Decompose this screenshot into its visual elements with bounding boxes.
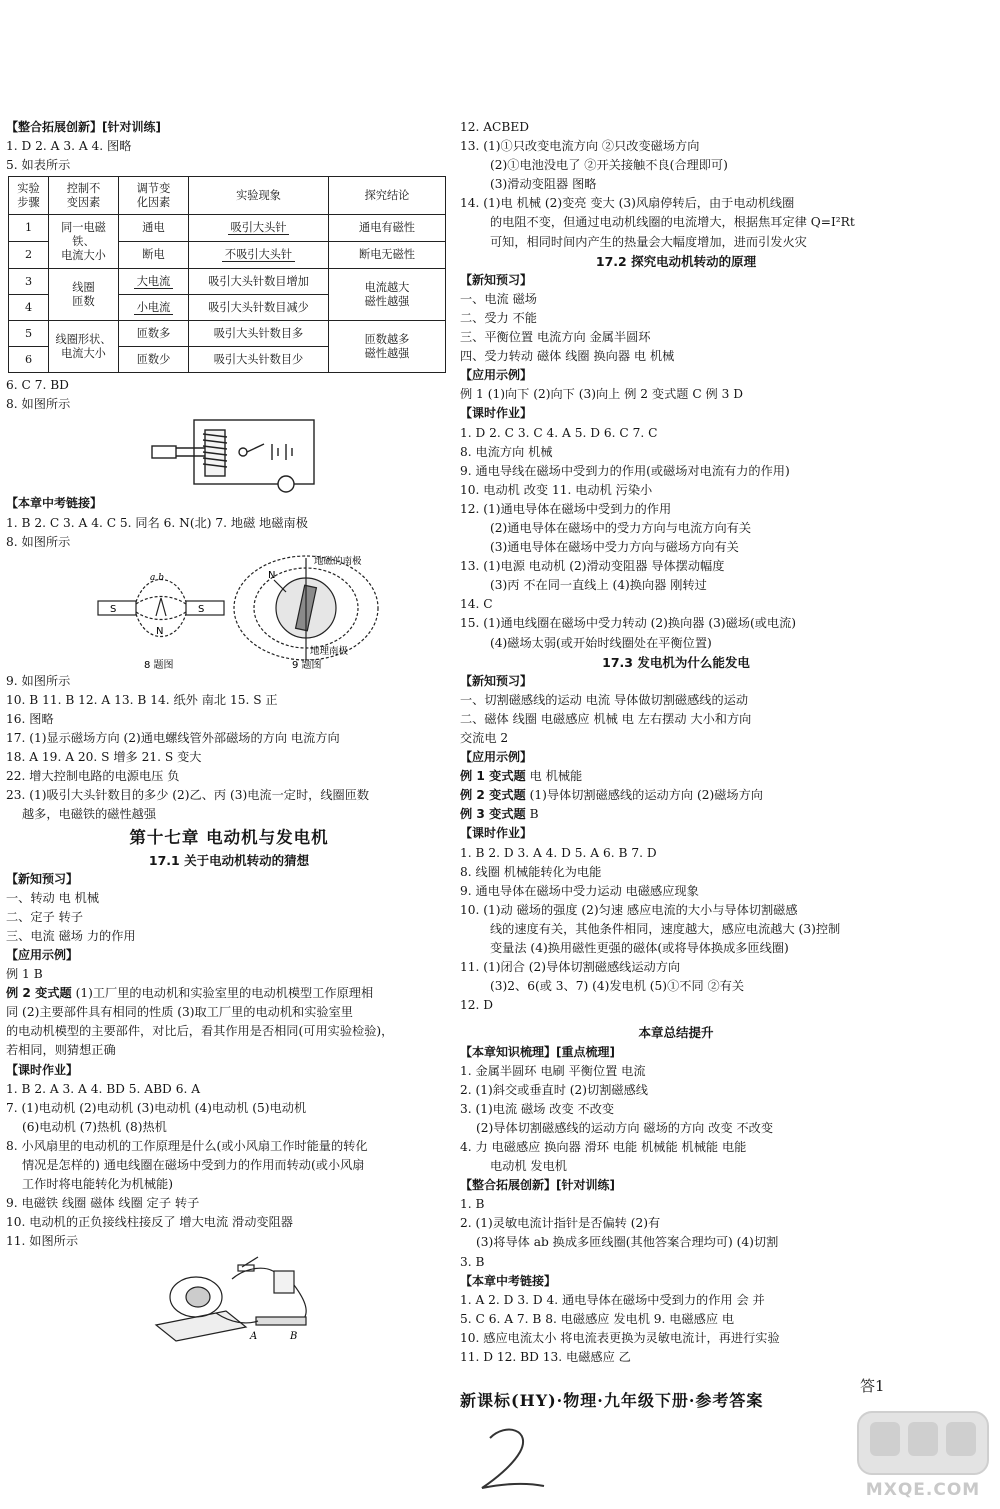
magnetic-field-figures	[6, 552, 452, 672]
answer-line: (3)丙 不在同一直线上 (4)换向器 刚转过	[490, 578, 707, 593]
answer-line: (3)滑动变阻器 图略	[490, 177, 597, 192]
table-cell: 5	[9, 321, 49, 347]
answer-line: 1. D 2. A 3. A 4. 图略	[6, 139, 132, 154]
answer-line: 11. (1)闭合 (2)导体切割磁感线运动方向	[460, 960, 681, 975]
answer-line: 例 1 (1)向下 (2)向下 (3)向上 例 2 变式题 C 例 3 D	[460, 387, 744, 402]
answer-line: 12. D	[460, 998, 494, 1013]
answer-line: 8. 小风扇里的电动机的工作原理是什么(或小风扇工作时能量的转化	[6, 1138, 368, 1153]
table-cell	[189, 215, 329, 242]
answer-line: 23. (1)吸引大头针数目的多少 (2)乙、丙 (3)电流一定时，线圈匝数	[6, 788, 370, 803]
section-heading: 【新知预习】	[460, 272, 533, 287]
answer-line: (2)通电导体在磁场中的受力方向与电流方向有关	[490, 520, 752, 535]
section-heading: 【课时作业】	[460, 826, 533, 841]
answer-line: 10. (1)动 磁场的强度 (2)匀速 感应电流的大小与导体切割磁感	[460, 902, 798, 917]
table-row	[9, 269, 446, 295]
answer-line: (3)通电导体在磁场中受力方向与磁场方向有关	[490, 540, 739, 555]
table-header-cell: 实验现象	[189, 177, 329, 215]
answer-line: 同 (2)主要部件具有相同的性质 (3)取工厂里的电动机和实验室里	[6, 1005, 353, 1020]
underlined-answer: 不吸引大头针	[222, 248, 295, 262]
pole-label: S	[110, 603, 117, 615]
table-cell	[189, 242, 329, 269]
answer-line: 8. 线圈 机械能转化为电能	[460, 864, 602, 879]
earth-label-top: 地磁的南极	[314, 555, 362, 567]
answer-line: 12. (1)通电导体在磁场中受到力的作用	[460, 501, 672, 516]
answer-line: 11. 如图所示	[6, 1234, 79, 1249]
table-cell: 断电无磁性	[329, 242, 446, 269]
experiment-table	[8, 176, 446, 373]
answer-line: 情况是怎样的) 通电线圈在磁场中受到力的作用而转动(或小风扇	[22, 1158, 365, 1172]
answer-line: 1. A 2. D 3. D 4. 通电导体在磁场中受到力的作用 会 并	[460, 1292, 765, 1307]
motor-rotor	[186, 1287, 210, 1307]
answer-line: 一、转动 电 机械	[6, 890, 100, 905]
section-heading: 【本章知识梳理】[重点梳理]	[460, 1044, 615, 1059]
answer-line: 12. ACBED	[460, 120, 530, 134]
answer-line: 10. 电动机 改变 11. 电动机 污染小	[460, 482, 653, 497]
answer-line: 电动机 发电机	[490, 1159, 567, 1174]
underlined-answer: 吸引大头针	[228, 221, 290, 235]
page-number: 答1	[860, 1377, 885, 1395]
handwritten-mark	[472, 1424, 552, 1494]
answer-line: 二、磁体 线圈 电磁感应 机械 电 左右摆动 大小和方向	[460, 711, 752, 726]
answer-line: 线的速度有关，其他条件相同，速度越大，感应电流越大 (3)控制	[490, 921, 841, 936]
table-cell: 电流越大 磁性越强	[329, 269, 446, 321]
answer-line: 14. (1)电 机械 (2)变亮 变大 (3)风扇停转后，由于电动机线圈	[460, 196, 795, 211]
answer-line: 2. (1)斜交或垂直时 (2)切割磁感线	[460, 1082, 648, 1097]
answer-line: 3. B	[460, 1254, 485, 1269]
answer-line: 的电阻不变，但通过电动机线圈的电流增大，根据焦耳定律 Q=I²Rt	[490, 215, 855, 230]
table-cell: 匝数越多 磁性越强	[329, 321, 446, 373]
table-cell: 匝数少	[119, 347, 189, 373]
table-cell: 吸引大头针数目增加	[189, 269, 329, 295]
field-line	[136, 612, 186, 620]
pole-label: N	[268, 569, 276, 581]
armature-line	[176, 448, 205, 456]
pole-label: S	[198, 603, 205, 615]
table-cell: 4	[9, 295, 49, 321]
answer-line: (4)磁场太弱(或开始时线圈处在平衡位置)	[490, 635, 712, 650]
switch-terminal	[239, 448, 247, 456]
answer-line: 10. 感应电流太小 将电流表更换为灵敏电流计，再进行实验	[460, 1330, 780, 1345]
section-heading: 【课时作业】	[6, 1062, 79, 1077]
answer-line: 17. (1)显示磁场方向 (2)通电螺线管外部磁场的方向 电流方向	[6, 731, 340, 746]
table-cell: 1	[9, 215, 49, 242]
answer-line: 交流电 2	[460, 731, 509, 745]
figure-caption: 9 题图	[292, 659, 322, 671]
section-heading: 【应用示例】	[460, 368, 533, 383]
answer-line: (3)将导体 ab 换成多匝线圈(其他答案合理均可) (4)切割	[476, 1235, 779, 1250]
earth-label-bottom: 地理南极	[310, 645, 349, 657]
answer-line	[460, 786, 892, 805]
answer-line: 7. (1)电动机 (2)电动机 (3)电动机 (4)电动机 (5)电动机	[6, 1100, 307, 1115]
answer-line: 三、平衡位置 电流方向 金属半圆环	[460, 330, 651, 345]
terminal-label: A	[250, 1331, 258, 1343]
table-cell	[119, 269, 189, 295]
page-footer: 新课标(HY)·物理·九年级下册·参考答案	[460, 1391, 764, 1410]
table-cell: 吸引大头针数目少	[189, 347, 329, 373]
table-cell: 吸引大头针数目减少	[189, 295, 329, 321]
table-header-cell: 调节变 化因素	[119, 177, 189, 215]
chapter-title: 第十七章 电动机与发电机	[129, 827, 329, 847]
answer-line: 9. 通电导线在磁场中受到力的作用(或磁场对电流有力的作用)	[460, 463, 790, 478]
table-cell: 6	[9, 347, 49, 373]
section-heading: 【整合拓展创新】[针对训练]	[6, 120, 161, 134]
underlined-answer: 小电流	[134, 301, 174, 315]
terminal-label: B	[290, 1331, 298, 1343]
watermark-badge-icon	[848, 1404, 998, 1482]
iron-block	[152, 446, 176, 458]
compass-needle	[274, 580, 286, 592]
answer-line: 8. 如图所示	[6, 534, 71, 549]
section-heading: 【应用示例】	[6, 947, 79, 962]
answer-line: 变量法 (4)换用磁性更强的磁体(或将导体换成多匝线圈)	[490, 941, 789, 956]
table-header-cell: 控制不 变因素	[49, 177, 119, 215]
rheostat	[256, 1317, 306, 1325]
answer-line: (2)①电池没电了 ②开关接触不良(合理即可)	[490, 158, 728, 173]
answer-line: 6. C 7. BD	[6, 378, 69, 393]
answer-text: B	[529, 807, 539, 822]
answer-line: 8. 如图所示	[6, 397, 71, 412]
answer-line: 4. 力 电磁感应 换向器 滑环 电能 机械能 机械能 电能	[460, 1139, 747, 1154]
table-cell: 通电	[119, 215, 189, 242]
answer-line: 2. (1)灵敏电流计指针是否偏转 (2)有	[460, 1216, 661, 1231]
answer-line: 11. D 12. BD 13. 电磁感应 乙	[460, 1350, 631, 1364]
answer-line: 二、定子 转子	[6, 909, 83, 924]
table-cell: 同一电磁铁、 电流大小	[49, 215, 119, 269]
battery-symbol	[272, 444, 292, 460]
connecting-wire	[294, 1285, 306, 1321]
pole-label: N	[156, 625, 164, 637]
answer-line: 1. B 2. C 3. A 4. C 5. 同名 6. N(北) 7. 地磁 地磁南极	[6, 515, 308, 530]
answer-line: 3. (1)电流 磁场 改变 不改变	[460, 1101, 615, 1116]
answer-text: (1)工厂里的电动机和实验室里的电动机模型工作原理相	[75, 986, 374, 1001]
section-title: 17.3 发电机为什么能发电	[602, 654, 750, 670]
section-heading: 【新知预习】	[6, 871, 79, 886]
answer-line: 一、电流 磁场	[460, 291, 537, 306]
table-cell: 线圈形状、 电流大小	[49, 321, 119, 373]
answer-line: 5. 如表所示	[6, 158, 71, 173]
section-heading: 【本章中考链接】	[460, 1273, 557, 1288]
table-row	[9, 215, 446, 242]
answer-line: (2)导体切割磁感线的运动方向 磁场的方向 改变 不改变	[476, 1120, 774, 1135]
table-header-row	[9, 177, 446, 215]
field-line	[136, 596, 186, 604]
answer-line: 13. (1)电源 电动机 (2)滑动变阻器 导体摆动幅度	[460, 559, 725, 574]
answer-line: 1. B	[460, 1197, 485, 1212]
answer-line: 8. 电流方向 机械	[460, 444, 553, 459]
answer-line: 18. A 19. A 20. S 增多 21. S 变大	[6, 750, 202, 765]
answer-line: 越多，电磁铁的磁性越强	[22, 807, 157, 822]
answer-line: 二、受力 不能	[460, 310, 537, 325]
table-cell: 线圈 匝数	[49, 269, 119, 321]
answer-line: 9. 通电导体在磁场中受力运动 电磁感应现象	[460, 883, 699, 898]
section-heading: 【整合拓展创新】[针对训练]	[460, 1178, 615, 1193]
answer-line: 工作时将电能转化为机械能)	[22, 1177, 174, 1192]
watermark-text: MXQE.COM	[865, 1480, 981, 1500]
answer-line	[460, 767, 892, 786]
answer-line: (3)2、6(或 3、7) (4)发电机 (5)①不同 ②有关	[490, 979, 745, 994]
section-heading: 【本章中考链接】	[6, 496, 103, 511]
answer-line: 10. 电动机的正负接线柱接反了 增大电流 滑动变阻器	[6, 1215, 293, 1230]
answer-line: 三、电流 磁场 力的作用	[6, 928, 136, 943]
table-cell: 2	[9, 242, 49, 269]
answer-line: 5. C 6. A 7. B 8. 电磁感应 发电机 9. 电磁感应 电	[460, 1311, 735, 1326]
table-row	[9, 321, 446, 347]
figure-caption: 8 题图	[144, 659, 174, 671]
answer-line: 一、切割磁感线的运动 电流 导体做切割磁感线的运动	[460, 692, 749, 707]
example-label: 例 2 变式题	[460, 788, 526, 803]
watermark-logo	[848, 1404, 998, 1506]
answer-line: 14. C	[460, 597, 493, 612]
table-cell: 匝数多	[119, 321, 189, 347]
answer-line: 1. 金属半圆环 电刷 平衡位置 电流	[460, 1063, 646, 1078]
answer-line: 的电动机模型的主要部件，对比后，看其作用是否相同(可用实验检验)，	[6, 1024, 394, 1039]
section-title: 本章总结提升	[638, 1025, 714, 1041]
battery-box	[274, 1271, 294, 1293]
answer-line: 四、受力转动 磁体 线圈 换向器 电 机械	[460, 349, 675, 364]
bar-magnet-left	[98, 601, 136, 615]
answer-line: 1. D 2. C 3. C 4. A 5. D 6. C 7. C	[460, 425, 658, 440]
answer-text: (1)导体切割磁感线的运动方向 (2)磁场方向	[529, 788, 763, 803]
answer-line: 1. B 2. D 3. A 4. D 5. A 6. B 7. D	[460, 845, 657, 860]
answer-line: 例 1 B	[6, 967, 43, 982]
motor-symbol	[278, 476, 294, 492]
answer-text: 电 机械能	[529, 769, 583, 784]
example-label: 例 3 变式题	[460, 807, 526, 822]
section-title: 17.1 关于电动机转动的猜想	[148, 852, 310, 868]
section-heading: 【课时作业】	[460, 406, 533, 421]
answer-line: 若相同，则猜想正确	[6, 1043, 116, 1058]
switch-lever	[247, 444, 264, 452]
answer-line: 9. 电磁铁 线圈 磁体 线圈 定子 转子	[6, 1196, 200, 1211]
motor-apparatus-figure	[6, 1251, 452, 1343]
apparatus-base	[156, 1311, 246, 1341]
section-heading: 【新知预习】	[460, 673, 533, 688]
answer-line	[460, 805, 892, 824]
table-cell: 3	[9, 269, 49, 295]
switch-base	[238, 1265, 254, 1271]
answer-line: (6)电动机 (7)热机 (8)热机	[22, 1119, 167, 1134]
answer-line: 13. (1)①只改变电流方向 ②只改变磁场方向	[460, 139, 700, 154]
answer-line: 22. 增大控制电路的电源电压 负	[6, 769, 180, 784]
point-label: a b	[150, 572, 164, 583]
section-heading: 【应用示例】	[460, 750, 533, 765]
answer-line: 15. (1)通电线圈在磁场中受力转动 (2)换向器 (3)磁场(或电流)	[460, 616, 797, 631]
table-cell: 吸引大头针数目多	[189, 321, 329, 347]
compass-needle	[156, 598, 166, 616]
table-cell: 断电	[119, 242, 189, 269]
electromagnet-circuit-figure	[6, 414, 452, 494]
answer-line: 1. B 2. A 3. A 4. BD 5. ABD 6. A	[6, 1081, 201, 1096]
table-header-cell: 探究结论	[329, 177, 446, 215]
table-cell: 通电有磁性	[329, 215, 446, 242]
table-header-cell: 实验 步骤	[9, 177, 49, 215]
answer-line: 16. 图略	[6, 711, 54, 726]
right-column	[460, 118, 892, 1367]
bar-magnet-right	[186, 601, 224, 615]
section-title: 17.2 探究电动机转动的原理	[595, 253, 757, 269]
example-label: 例 1 变式题	[460, 769, 526, 784]
answer-line	[6, 984, 452, 1003]
answer-line: 9. 如图所示	[6, 673, 71, 688]
answer-line: 可知，相同时间内产生的热量会大幅度增加，进而引发火灾	[490, 234, 807, 249]
example-label: 例 2 变式题	[6, 986, 72, 1001]
table-cell	[119, 295, 189, 321]
left-column	[6, 118, 452, 1343]
answer-line: 10. B 11. B 12. A 13. B 14. 纸外 南北 15. S 正	[6, 692, 278, 707]
underlined-answer: 大电流	[134, 275, 174, 289]
